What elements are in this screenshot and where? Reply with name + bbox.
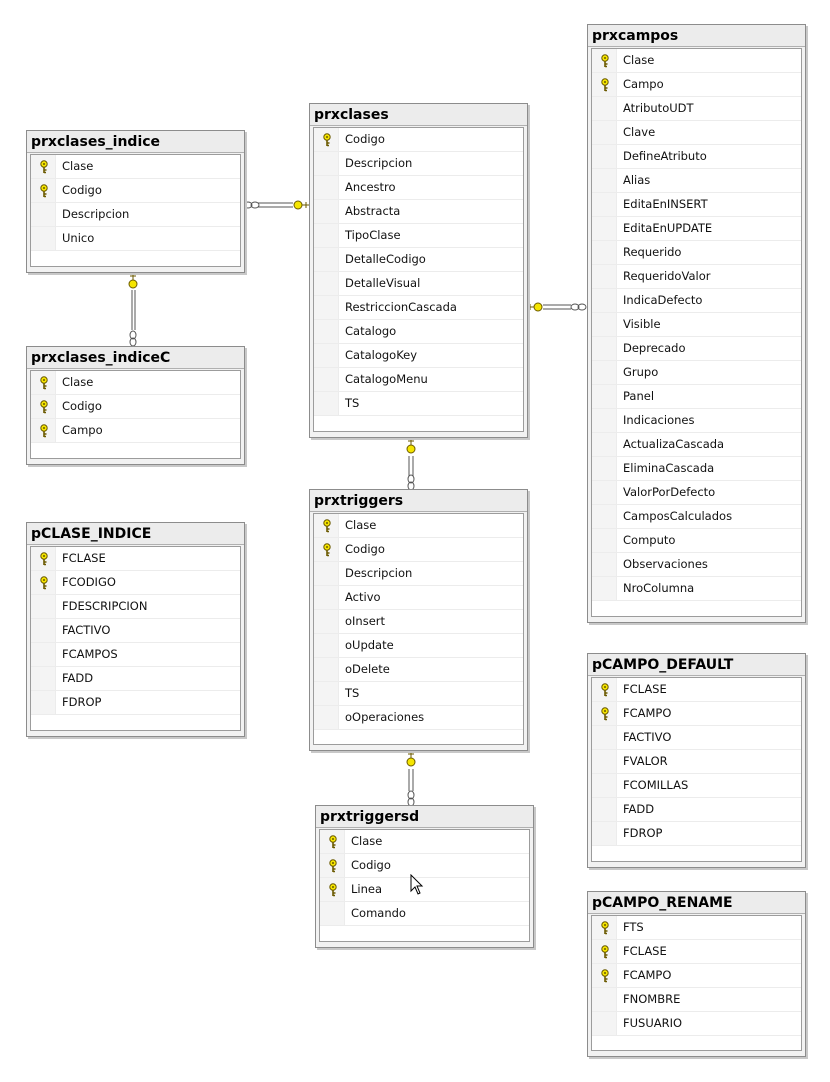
column-row[interactable]: [314, 224, 523, 248]
row-selector: [592, 97, 617, 120]
column-name: oInsert: [345, 614, 386, 628]
table-title[interactable]: prxtriggers: [310, 490, 527, 512]
column-row[interactable]: [314, 514, 523, 538]
column-row[interactable]: [31, 547, 240, 571]
primary-key-icon: [38, 576, 50, 590]
primary-key-icon: [38, 552, 50, 566]
column-row[interactable]: [31, 155, 240, 179]
row-selector: [314, 224, 339, 247]
column-name: TS: [345, 686, 360, 700]
column-row[interactable]: [314, 538, 523, 562]
table-prxclases[interactable]: [309, 103, 528, 438]
column-row[interactable]: [314, 296, 523, 320]
column-row[interactable]: [592, 505, 801, 529]
column-row[interactable]: [592, 940, 801, 964]
relationship-indice-clases: [244, 201, 310, 209]
primary-key-icon: [38, 424, 50, 438]
column-row[interactable]: [592, 726, 801, 750]
column-name: Abstracta: [345, 204, 401, 218]
column-name: Alias: [623, 173, 651, 187]
row-selector: [592, 121, 617, 144]
column-row[interactable]: [592, 916, 801, 940]
column-name: FCAMPO: [623, 968, 672, 982]
column-row[interactable]: [592, 265, 801, 289]
column-row[interactable]: [314, 176, 523, 200]
column-row[interactable]: [592, 193, 801, 217]
row-selector: [314, 682, 339, 705]
column-name: CatalogoMenu: [345, 372, 428, 386]
column-row[interactable]: [592, 964, 801, 988]
column-row[interactable]: [592, 121, 801, 145]
column-row[interactable]: [592, 409, 801, 433]
table-prxclases-indice[interactable]: [26, 130, 245, 273]
column-row[interactable]: [592, 289, 801, 313]
column-list: [591, 915, 802, 1051]
column-name: EliminaCascada: [623, 461, 715, 475]
row-selector: [31, 227, 56, 250]
column-name: Deprecado: [623, 341, 686, 355]
column-list: [30, 546, 241, 731]
column-name: Campo: [623, 77, 664, 91]
column-name: Descripcion: [345, 566, 413, 580]
row-selector: [592, 457, 617, 480]
column-name: FCLASE: [623, 682, 667, 696]
column-row[interactable]: [314, 368, 523, 392]
column-row[interactable]: [592, 169, 801, 193]
column-row[interactable]: [592, 702, 801, 726]
column-row[interactable]: [592, 97, 801, 121]
row-selector: [592, 505, 617, 528]
column-row[interactable]: [314, 392, 523, 416]
row-selector: [592, 385, 617, 408]
column-name: FCOMILLAS: [623, 778, 689, 792]
column-name: EditaEnINSERT: [623, 197, 708, 211]
column-name: FNOMBRE: [623, 992, 681, 1006]
row-selector: [31, 667, 56, 690]
row-selector: [592, 774, 617, 797]
row-selector: [592, 798, 617, 821]
column-row[interactable]: [31, 419, 240, 443]
primary-key-icon: [327, 859, 339, 873]
table-pclase-indice[interactable]: [26, 522, 245, 737]
row-selector: [31, 595, 56, 618]
column-row[interactable]: [592, 457, 801, 481]
row-selector: [592, 750, 617, 773]
column-row[interactable]: [31, 395, 240, 419]
column-row[interactable]: [314, 634, 523, 658]
column-row[interactable]: [31, 227, 240, 251]
column-row[interactable]: [592, 49, 801, 73]
column-row[interactable]: [31, 691, 240, 715]
row-selector: [592, 481, 617, 504]
primary-key-icon: [599, 921, 611, 935]
column-name: FCAMPO: [623, 706, 672, 720]
primary-key-icon: [599, 969, 611, 983]
column-row[interactable]: [31, 371, 240, 395]
column-row[interactable]: [314, 586, 523, 610]
row-selector: [592, 193, 617, 216]
column-row[interactable]: [592, 313, 801, 337]
column-name: Descripcion: [62, 207, 130, 221]
row-selector: [592, 361, 617, 384]
column-name: FADD: [623, 802, 655, 816]
table-pcampo-rename[interactable]: [587, 891, 806, 1057]
column-row[interactable]: [592, 577, 801, 601]
column-list: [313, 513, 524, 745]
row-selector: [592, 433, 617, 456]
primary-key-icon: [599, 683, 611, 697]
table-title[interactable]: prxclases_indice: [27, 131, 244, 153]
column-name: FTS: [623, 920, 644, 934]
column-name: FACTIVO: [623, 730, 672, 744]
column-row[interactable]: [314, 248, 523, 272]
primary-key-icon: [321, 543, 333, 557]
column-row[interactable]: [31, 619, 240, 643]
row-selector: [314, 320, 339, 343]
table-prxclases-indicec[interactable]: [26, 346, 245, 465]
column-name: Ancestro: [345, 180, 396, 194]
row-selector: [314, 344, 339, 367]
column-name: FCLASE: [623, 944, 667, 958]
row-selector: [314, 272, 339, 295]
table-pcampo-default[interactable]: [587, 653, 806, 868]
row-selector: [314, 296, 339, 319]
column-name: oUpdate: [345, 638, 394, 652]
column-row[interactable]: [592, 433, 801, 457]
column-row[interactable]: [314, 658, 523, 682]
column-name: DetalleCodigo: [345, 252, 426, 266]
column-row[interactable]: [592, 145, 801, 169]
relationship-indiceC-indice: [129, 272, 137, 346]
row-selector: [314, 152, 339, 175]
column-name: Clave: [623, 125, 656, 139]
table-title[interactable]: pCAMPO_RENAME: [588, 892, 805, 914]
column-name: Requerido: [623, 245, 682, 259]
primary-key-icon: [327, 835, 339, 849]
row-selector: [592, 1012, 617, 1035]
column-row[interactable]: [592, 553, 801, 577]
column-row[interactable]: [592, 798, 801, 822]
column-name: FADD: [62, 671, 94, 685]
column-name: Codigo: [351, 858, 391, 872]
column-row[interactable]: [592, 1012, 801, 1036]
column-name: oDelete: [345, 662, 390, 676]
column-list: [591, 677, 802, 862]
column-name: FCLASE: [62, 551, 106, 565]
row-selector: [320, 902, 345, 925]
row-selector: [592, 409, 617, 432]
column-row[interactable]: [314, 344, 523, 368]
row-selector: [314, 610, 339, 633]
column-row[interactable]: [592, 73, 801, 97]
column-name: RestriccionCascada: [345, 300, 457, 314]
table-title[interactable]: pCAMPO_DEFAULT: [588, 654, 805, 676]
column-row[interactable]: [314, 272, 523, 296]
column-row[interactable]: [320, 878, 529, 902]
relationship-triggersd-triggers: [407, 750, 415, 806]
column-name: DetalleVisual: [345, 276, 421, 290]
column-name: Indicaciones: [623, 413, 695, 427]
column-name: Grupo: [623, 365, 659, 379]
column-row[interactable]: [592, 678, 801, 702]
column-name: FUSUARIO: [623, 1016, 683, 1030]
column-name: DefineAtributo: [623, 149, 707, 163]
row-selector: [592, 337, 617, 360]
column-row[interactable]: [314, 706, 523, 730]
row-selector: [31, 619, 56, 642]
column-list: [30, 370, 241, 459]
column-name: IndicaDefecto: [623, 293, 703, 307]
column-row[interactable]: [320, 902, 529, 926]
column-name: Codigo: [62, 399, 102, 413]
primary-key-icon: [38, 400, 50, 414]
row-selector: [314, 586, 339, 609]
row-selector: [592, 145, 617, 168]
row-selector: [314, 658, 339, 681]
column-name: ActualizaCascada: [623, 437, 725, 451]
table-title[interactable]: prxclases: [310, 104, 527, 126]
column-row[interactable]: [314, 320, 523, 344]
column-name: Visible: [623, 317, 661, 331]
row-selector: [592, 726, 617, 749]
primary-key-icon: [599, 707, 611, 721]
column-list: [591, 48, 802, 617]
column-row[interactable]: [31, 643, 240, 667]
column-row[interactable]: [314, 200, 523, 224]
column-name: NroColumna: [623, 581, 695, 595]
column-name: AtributoUDT: [623, 101, 694, 115]
column-row[interactable]: [592, 774, 801, 798]
column-name: FDESCRIPCION: [62, 599, 148, 613]
column-name: FACTIVO: [62, 623, 111, 637]
column-name: Linea: [351, 882, 383, 896]
primary-key-icon: [327, 883, 339, 897]
row-selector: [592, 988, 617, 1011]
row-selector: [31, 691, 56, 714]
table-title[interactable]: pCLASE_INDICE: [27, 523, 244, 545]
column-name: FCAMPOS: [62, 647, 118, 661]
table-title[interactable]: prxtriggersd: [316, 806, 533, 828]
column-name: Clase: [345, 518, 377, 532]
relationship-triggers-clases: [407, 437, 415, 490]
column-row[interactable]: [31, 571, 240, 595]
column-row[interactable]: [320, 830, 529, 854]
column-name: oOperaciones: [345, 710, 425, 724]
row-selector: [592, 241, 617, 264]
column-name: RequeridoValor: [623, 269, 711, 283]
primary-key-icon: [599, 78, 611, 92]
row-selector: [31, 203, 56, 226]
column-list: [313, 127, 524, 432]
table-prxtriggers[interactable]: [309, 489, 528, 751]
column-name: CatalogoKey: [345, 348, 418, 362]
column-name: FDROP: [623, 826, 663, 840]
column-name: Comando: [351, 906, 406, 920]
column-name: Catalogo: [345, 324, 397, 338]
primary-key-icon: [599, 945, 611, 959]
row-selector: [31, 643, 56, 666]
primary-key-icon: [321, 519, 333, 533]
column-name: ValorPorDefecto: [623, 485, 716, 499]
row-selector: [592, 217, 617, 240]
table-title[interactable]: prxcampos: [588, 25, 805, 47]
column-list: [319, 829, 530, 942]
row-selector: [314, 706, 339, 729]
column-row[interactable]: [314, 682, 523, 706]
table-prxtriggersd[interactable]: [315, 805, 534, 948]
column-row[interactable]: [592, 481, 801, 505]
column-name: Unico: [62, 231, 95, 245]
column-row[interactable]: [592, 988, 801, 1012]
row-selector: [592, 822, 617, 845]
column-name: Clase: [62, 159, 94, 173]
column-row[interactable]: [592, 529, 801, 553]
row-selector: [592, 169, 617, 192]
column-name: TipoClase: [345, 228, 401, 242]
row-selector: [592, 577, 617, 600]
row-selector: [592, 553, 617, 576]
column-name: FVALOR: [623, 754, 668, 768]
row-selector: [314, 392, 339, 415]
column-row[interactable]: [314, 562, 523, 586]
column-row[interactable]: [592, 750, 801, 774]
column-row[interactable]: [592, 241, 801, 265]
table-title[interactable]: prxclases_indiceC: [27, 347, 244, 369]
column-name: Codigo: [345, 132, 385, 146]
column-name: Activo: [345, 590, 381, 604]
row-selector: [314, 248, 339, 271]
primary-key-icon: [38, 160, 50, 174]
column-name: Codigo: [62, 183, 102, 197]
column-name: Descripcion: [345, 156, 413, 170]
row-selector: [314, 200, 339, 223]
column-row[interactable]: [31, 179, 240, 203]
column-row[interactable]: [592, 337, 801, 361]
column-row[interactable]: [314, 128, 523, 152]
column-name: Observaciones: [623, 557, 708, 571]
column-row[interactable]: [592, 385, 801, 409]
row-selector: [592, 265, 617, 288]
column-name: Computo: [623, 533, 676, 547]
primary-key-icon: [599, 54, 611, 68]
column-name: TS: [345, 396, 360, 410]
column-name: CamposCalculados: [623, 509, 733, 523]
column-name: FDROP: [62, 695, 102, 709]
row-selector: [314, 176, 339, 199]
column-row[interactable]: [31, 667, 240, 691]
column-name: Clase: [351, 834, 383, 848]
column-list: [30, 154, 241, 267]
mouse-cursor-icon: [410, 874, 424, 896]
row-selector: [314, 368, 339, 391]
row-selector: [592, 529, 617, 552]
column-row[interactable]: [31, 203, 240, 227]
primary-key-icon: [38, 184, 50, 198]
column-row[interactable]: [592, 217, 801, 241]
column-name: EditaEnUPDATE: [623, 221, 713, 235]
column-name: Campo: [62, 423, 103, 437]
relationship-campos-clases: [526, 303, 586, 311]
column-name: Codigo: [345, 542, 385, 556]
column-row[interactable]: [31, 595, 240, 619]
column-row[interactable]: [314, 610, 523, 634]
column-row[interactable]: [320, 854, 529, 878]
row-selector: [592, 289, 617, 312]
primary-key-icon: [321, 133, 333, 147]
column-name: Clase: [623, 53, 655, 67]
row-selector: [592, 313, 617, 336]
row-selector: [314, 562, 339, 585]
row-selector: [314, 634, 339, 657]
primary-key-icon: [38, 376, 50, 390]
column-row[interactable]: [592, 361, 801, 385]
column-name: Panel: [623, 389, 655, 403]
column-row[interactable]: [314, 152, 523, 176]
column-row[interactable]: [592, 822, 801, 846]
table-prxcampos[interactable]: [587, 24, 806, 623]
column-name: Clase: [62, 375, 94, 389]
column-name: FCODIGO: [62, 575, 116, 589]
